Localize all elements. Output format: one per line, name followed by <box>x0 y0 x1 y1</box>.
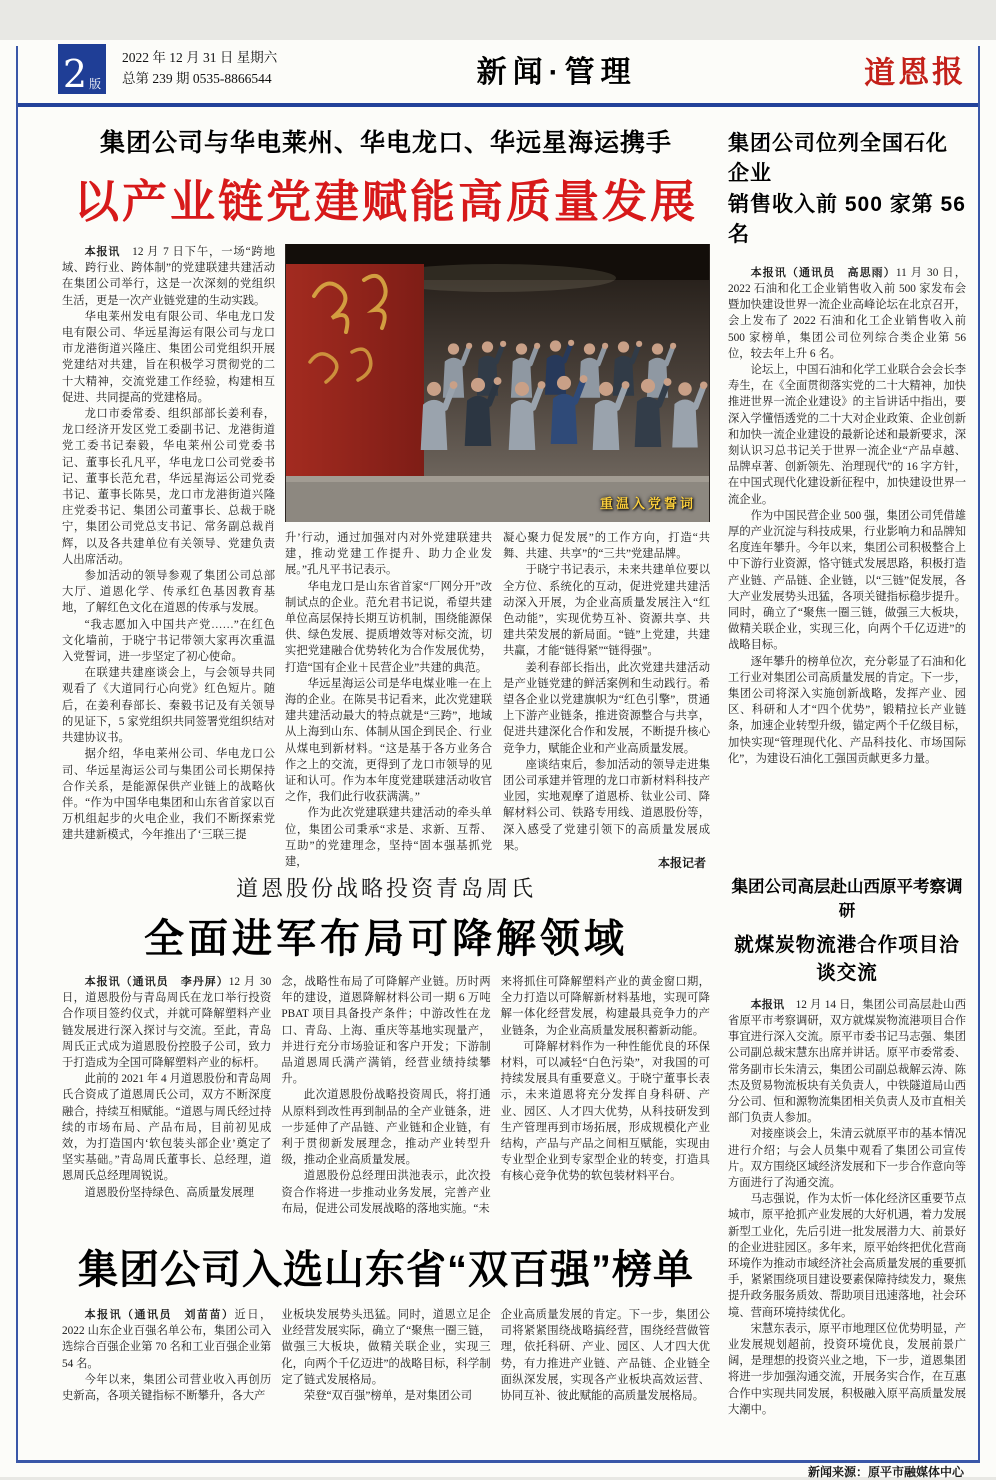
bottom-column-1: 本报讯（通讯员 刘苗苗）近日，2022 山东企业百强名单公布，集团公司入选综合百强企业第 70 名和工业百强企业第 54 名。 今年以来，集团公司营业收入再创历史新高，各项关键指标不断攀升，各大产 <box>62 1309 272 1403</box>
middle-kicker: 道恩股份战略投资青岛周氏 <box>235 876 536 901</box>
yuanping-source: 新闻来源：原平市融媒体中心 <box>807 1464 964 1479</box>
masthead-logo: 道恩报 <box>863 53 967 91</box>
page-border-left <box>16 46 18 1463</box>
bottom-article <box>62 1238 710 1449</box>
bottom-column-3: 企业高质量发展的肯定。下一步，集团公司将紧紧围绕战略搞经营，围绕经营做管理，依托科研、产业、园区、人才四大优势，有力推进产业链、产品链、企业链全面纵深发展，实现各产业板块高效运营、协同互补、彼此赋能的高质量发展格局。 <box>500 1309 710 1403</box>
right-top-headline-line2: 销售收入前 500 家第 56 名 <box>728 192 966 247</box>
yuanping-article <box>728 873 966 1480</box>
bottom-article-body <box>62 1307 710 1449</box>
lead-column-1: 本报讯 12 月 7 日下午，一场“跨地域、跨行业、跨体制”的党建联建共建活动在集团公司举行，这是一次深刻的党组织生活，更是一次产业链党建的生动实践。 华电莱州发电有限公司、华电龙口发电有限公司、华远星海运有限公司与龙口市龙港街道兴隆庄、集团公司党组织开展党建结对共建，旨在积极学习贯彻党的二十大精神，交流党建工作经验，构建相互促进、共同提高的党建格局。 龙口市委常委、组织部部长姜利春，龙口经济开发区党工委副书记、龙港街道党工委书记秦毅，华电莱州公司党委书记、董事长孔凡平，华电龙口公司党委书记、董事长范允君，华远星海运公司党委书记、董事长陈昊，龙口市龙港街道兴隆庄党委书记、集团公司董事长、总裁于晓宁，集团公司党总支书记、常务副总裁肖辉，以及各共建单位有关领导、党建负责人出席活动。 参加活动的领导参观了集团公司总部大厅、道恩化学、传承红色基因教育基地，了解红色文化在道恩的传承与发展。 “我志愿加入中国共产党……”在红色文化墙前，于晓宁书记带领大家再次重温入党誓词，进一步坚定了初心使命。 在联建共建座谈会上，与会领导共同观看了《大道同行心向党》红色短片。随后，在姜利春部长、秦毅书记及有关领导的见证下，5 家党组织共同签署党组织结对共建协议书。 据介绍，华电莱州公司、华电龙口公司、华远星海运公司与集团公司长期保持合作关系，是能源保供产业链上的战略伙伴。“作为中国华电集团和山东省首家以百万机组起步的火电企业，我们不断探索党建共建新模式，今年推出了‘三联三提 <box>62 246 275 842</box>
page-border-right <box>978 46 980 1463</box>
right-zone <box>728 113 966 1480</box>
right-top-headline-line1: 集团公司位列全国石化企业 <box>728 132 948 186</box>
bottom-column-2: 业板块发展势头迅猛。同时，道恩立足企业经营发展实际，确立了“聚焦一圈三链，做强三大板块，做精关联企业，实现三化，向两个千亿迈进”的战略目标，科学制定了链式发展格局。 荣登“双百强”榜单，是对集团公司 <box>281 1309 491 1403</box>
lead-column-3-text: 凝心聚力促发展”的工作方向，打造“共舞、共建、共享”的“三共”党建品牌。 于晓宁书记表示，未来共建单位要以全方位、系统化的互动，促进党建共建活动深入开展，为企业高质量发展注入“红色动能”，实现优势互补、资源共享、共建共荣发展的新局面。“链”上党建，共建共赢，才能“链得紧”“链得强”。 姜利春部长指出，此次党建共建活动是产业链党建的鲜活案例和生动践行。希望各企业以党建旗帜为“红色引擎”，贯通上下游产业链条，推进资源整合与共享，促进共建深化合作和发展，不断提升核心竞争力，赋能企业和产业高质量发展。 座谈结束后，参加活动的领导走进集团公司承建并管理的龙口市新材料科技产业园，实地观摩了道恩桥、钛业公司、降解材料公司、铁路专用线、道恩股份等，深入感受了党建引领下的高质量发展成果。 <box>503 532 710 852</box>
middle-column-3: 来将抓住可降解塑料产业的黄金窗口期，全力打造以可降解新材料基地，实现可降解一体化经营发展，构建最具竞争力的产业链条，为企业高质量发展积蓄新动能。 可降解材料作为一种性能优良的环保材料，可以减轻“白色污染”，对我国的可持续发展具有重要意义。于晓宁董事长表示，未来道恩将充分发挥自身科研、产业、园区、人才四大优势，从科技研发到生产管理再到市场拓展，形成规模化产业结构，产品与产品之间相互赋能，实现由专业型企业到专家型企业的转变，打造具有核心竞争优势的软包装材料平台。 <box>500 976 710 1183</box>
lead-photo <box>285 244 710 522</box>
yuanping-kicker: 集团公司高层赴山西原平考察调研 <box>731 876 963 920</box>
lead-byline: 本报记者 <box>657 856 706 871</box>
page-header <box>58 40 966 98</box>
newspaper-page <box>0 40 996 1477</box>
lead-kicker: 集团公司与华电莱州、华电龙口、华远星海运携手 <box>99 130 672 157</box>
bottom-headline: 集团公司入选山东省“双百强”榜单 <box>78 1248 694 1292</box>
date-block <box>122 48 277 90</box>
edition-label: 版 <box>89 77 102 91</box>
edition-number: 2 <box>62 51 88 96</box>
yuanping-article-body: 本报讯 12 月 14 日，集团公司高层赴山西省原平市考察调研，双方就煤炭物流港项目合作事宜进行深入交流。原平市委书记马志强、集团公司副总裁宋慧东出席并讲话。原平市委常委、常务副市长朱清云，集团公司副总裁解云涛、陈杰及贸易物流板块有关负责人，中铁隧道局山西分公司、恒和源物流集团相关负责人及市直相关部门负责人参加。 对接座谈会上，朱清云就原平市的基本情况进行介绍；与会人员集中观看了集团公司宣传片。双方围绕区域经济发展和下一步合作意向等方面进行了沟通交流。 马志强说，作为太忻一体化经济区重要节点城市，原平抢抓产业发展的大好机遇，着力发展新型工业化，先后引进一批发展潜力大、前景好的企业进驻园区。多年来，原平始终把优化营商环境作为推动市域经济社会高质量发展的重要抓手，紧紧围绕项目建设要素保障持续发力，聚焦提升政务服务质效、帮助项目迅速落地，社会环境、营商环境持续优化。 宋慧东表示，原平市地理区位优势明显，产业发展规划超前，投资环境优良，发展前景广阔，是理想的投资兴业之地，下一步，道恩集团将进一步加强沟通交流，开展务实合作，在互惠合作中实现共同发展，积极融入原平高质量发展大潮中。 <box>728 998 966 1416</box>
lead-column-2: 升’行动，通过加强对内对外党建联建共建，推动党建工作提升、助力企业发展。”孔凡平书记表示。 华电龙口是山东省首家“厂网分开”改制试点的企业。范允君书记说，希望共建单位高层保持长期互访机制，围绕能源保供、绿色发展、提质增效等对标交流，切实把党建融合优势转化为合作发展优势，打造“国有企业＋民营企业”共建的典范。 华远星海运公司是华电煤业唯一在上海的企业。在陈昊书记看来，此次党建联建共建活动最大的特点就是“三跨”，地域从上海到山东、体制从国企到民企、行业从煤电到新材料。“这是基于各方业务合作之上的交流，更得到了龙口市领导的见证和认可。作为本年度党建联建活动收官之作，我们此行收获满满。” 作为此次党建联建共建活动的牵头单位，集团公司秉承“求是、求新、互帮、互助”的党建理念，坚持“固本强基抓党建， <box>285 532 492 869</box>
date-line: 2022 年 12 月 31 日 星期六 <box>122 50 278 66</box>
lead-headline: 以产业链党建赋能高质量发展 <box>73 176 698 227</box>
left-zone <box>62 113 710 1480</box>
right-top-article-body: 本报讯（通讯员 高思雨）11 月 30 日，2022 石油和化工企业销售收入前 500 家发布会暨加快建设世界一流企业高峰论坛在北京召开，会上发布了 2022 石油和化工企业销售收入前 500 家榜单，集团公司位列综合类企业第 56 位，较去年上升 6 名。 论坛上，中国石油和化学工业联合会会长李寿生，在《全面贯彻落实党的二十大精神，加快推进世界一流企业建设》的主旨讲话中指出，要深入学懂悟透党的二十大对企业政策、企业创新和加快一流企业建设的最新论述和最新要求，深刻认识习总书记关于世界一流企业“产品卓越、品牌卓著、创新领先、治理现代”的 16 字方针，在中国式现代化建设新征程中，加快建设世界一流企业。 作为中国民营企业 500 强，集团公司凭借雄厚的产业沉淀与科技成果，行业影响力和品牌知名度连年攀升。今年以来，集团公司积极整合上中下游行业资源，恪守链式发展思路，积极打造产业链、产品链、企业链，以“三链”促发展，各大产业发展势头迅猛，各项关键指标稳步提升。同时，确立了“聚焦一圈三链，做强三大板块，做精关联企业，实现三化，向两个千亿迈进”的战略目标。 逐年攀升的榜单位次，充分彰显了石油和化工行业对集团公司高质量发展的肯定。下一步，集团公司将深入实施创新战略，发挥产业、园区、科研和人才“四个优势”，锻精拉长产业链条，加速企业转型升级，锚定两个千亿级目标，加快实现“管理现代化、产品科技化、市场国际化”，为建设石油化工强国贡献更多力量。 <box>728 266 966 765</box>
yuanping-headline: 就煤炭物流港合作项目洽谈交流 <box>734 933 960 984</box>
lead-lower-columns <box>285 530 710 871</box>
edition-badge <box>58 44 106 94</box>
middle-column-1: 本报讯（通讯员 李丹屏）12 月 30 日，道恩股份与青岛周氏在龙口举行投资合作项目签约仪式，并就可降解塑料产业链发展进行深入探讨与交流。至此，青岛周氏正式成为道恩股份控股子公司，致力于打造成为全国可降解塑料产业的标杆。 此前的 2021 年 4 月道恩股份和青岛周氏合资成了道恩周氏公司，双方不断深度融合，持续互相赋能。“道恩与周氏经过持续的市场布局、产品布局，目前初见成效，为打造国内‘软包装头部企业’奠定了坚实基础。”青岛周氏董事长、总经理，道恩周氏总经理周锐说。 道恩股份坚持绿色、高质量发展理 <box>62 976 272 1199</box>
page-body <box>0 107 996 1480</box>
middle-article <box>62 872 710 1228</box>
lead-right-part <box>285 244 710 871</box>
lead-article-body <box>62 244 710 871</box>
page-border-bottom <box>16 1460 980 1463</box>
issue-line: 总第 239 期 0535-8866544 <box>122 71 272 86</box>
section-title: 新闻·管理 <box>476 56 637 89</box>
right-top-article <box>728 129 966 855</box>
right-top-headline <box>728 129 966 251</box>
middle-column-2: 念，战略性布局了可降解产业链。历时两年的建设，道恩降解材料公司一期 6 万吨 PBAT 项目具备投产条件；中游改性在龙口、青岛、上海、重庆等基地实现量产，并进行充分市场验证和客户开发；下游制品道恩周氏满产满销，经营业绩持续攀升。 此次道恩股份战略投资周氏，将打通从原料到改性再到制品的全产业链条，进一步延伸了产品链、产业链和企业链，有利于贯彻新发展理念，推动产业转型升级，推动企业高质量发展。 道恩股份总经理田洪池表示，此次投资合作将进一步推动业务发展，完善产业布局，促进公司发展战略的落地实施。“未 <box>281 976 491 1215</box>
middle-headline: 全面进军布局可降解领域 <box>144 917 628 961</box>
photo-caption: 重温入党誓词 <box>599 496 696 511</box>
lead-photo-graphic <box>285 244 710 522</box>
middle-article-body <box>62 974 710 1228</box>
lead-column-3 <box>503 530 710 871</box>
lead-article <box>62 123 710 871</box>
